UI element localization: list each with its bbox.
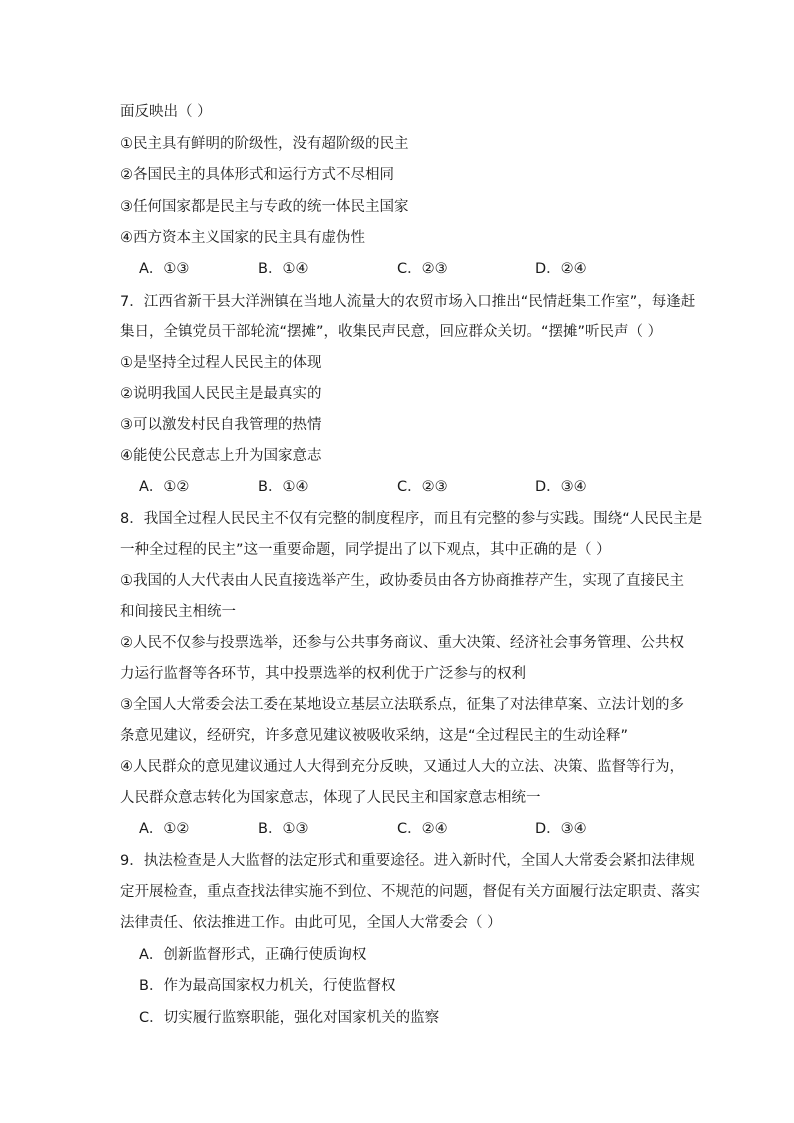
q8-statement-4-line-1: ④人民群众的意见建议通过人大得到充分反映，又通过人大的立法、决策、监督等行为， [120, 759, 684, 775]
q6-option-d: D．②④ [535, 261, 587, 277]
q9-option-c: C．切实履行监察职能，强化对国家机关的监察 [139, 1010, 440, 1026]
q6-stem-tail: 面反映出（ ） [120, 104, 212, 120]
q8-statement-4-line-2: 人民群众意志转化为国家意志，体现了人民民主和国家意志相统一 [120, 790, 541, 806]
q7-statement-4: ④能使公民意志上升为国家意志 [120, 448, 322, 464]
q9-stem-line-3: 法律责任、依法推进工作。由此可见，全国人大常委会（ ） [120, 915, 502, 931]
q8-option-a: A．①② [139, 821, 190, 837]
q6-statement-3: ③任何国家都是民主与专政的统一体民主国家 [120, 199, 409, 215]
q6-options [139, 259, 679, 279]
q7-statement-1: ①是坚持全过程人民民主的体现 [120, 355, 322, 371]
q8-statement-3-line-2: 条意见建议，经研究，许多意见建议被吸收采纳，这是“全过程民主的生动诠释” [120, 728, 629, 744]
q8-option-b: B．①③ [258, 821, 309, 837]
q7-options [139, 477, 679, 497]
q9-stem-line-1: 9．执法检查是人大监督的法定形式和重要途径。进入新时代，全国人大常委会紧扣法律规 [120, 853, 695, 869]
q7-option-b: B．①④ [258, 479, 309, 495]
q9-stem-line-2: 定开展检查，重点查找法律实施不到位、不规范的问题，督促有关方面履行法定职责、落实 [120, 884, 700, 900]
q6-statement-4: ④西方资本主义国家的民主具有虚伪性 [120, 230, 365, 246]
q7-option-a: A．①② [139, 479, 190, 495]
q8-statement-2-line-1: ②人民不仅参与投票选举，还参与公共事务商议、重大决策、经济社会事务管理、公共权 [120, 635, 684, 651]
q7-statement-2: ②说明我国人民民主是最真实的 [120, 386, 322, 402]
q8-option-c: C．②④ [397, 821, 448, 837]
q6-statement-1: ①民主具有鲜明的阶级性，没有超阶级的民主 [120, 136, 409, 152]
q6-option-b: B．①④ [258, 261, 309, 277]
q7-statement-3: ③可以激发村民自我管理的热情 [120, 417, 322, 433]
q7-stem-line-2: 集日，全镇党员干部轮流“摆摊”，收集民声民意，回应群众关切。“摆摊”听民声（ ） [120, 324, 663, 340]
q6-option-a: A．①③ [139, 261, 190, 277]
q9-option-a: A．创新监督形式，正确行使质询权 [139, 947, 367, 963]
q9-option-b: B．作为最高国家权力机关，行使监督权 [139, 978, 396, 994]
q8-option-d: D．③④ [535, 821, 587, 837]
q8-stem-line-2: 一种全过程的民主”这一重要命题，同学提出了以下观点，其中正确的是（ ） [120, 542, 611, 558]
q7-stem-line-1: 7．江西省新干县大洋洲镇在当地人流量大的农贸市场入口推出“民情赶集工作室”，每逢赶 [120, 294, 696, 310]
q7-option-c: C．②③ [397, 479, 448, 495]
q8-statement-3-line-1: ③全国人大常委会法工委在某地设立基层立法联系点，征集了对法律草案、立法计划的多 [120, 697, 684, 713]
q8-statement-2-line-2: 力运行监督等各环节，其中投票选举的权利优于广泛参与的权利 [120, 666, 526, 682]
q6-option-c: C．②③ [397, 261, 448, 277]
q8-statement-1-line-2: 和间接民主相统一 [120, 604, 236, 620]
q7-option-d: D．③④ [535, 479, 587, 495]
q8-statement-1-line-1: ①我国的人大代表由人民直接选举产生，政协委员由各方协商推荐产生，实现了直接民主 [120, 573, 684, 589]
q6-statement-2: ②各国民主的具体形式和运行方式不尽相同 [120, 167, 394, 183]
q8-stem-line-1: 8．我国全过程人民民主不仅有完整的制度程序，而且有完整的参与实践。围绕“人民民主是 [120, 511, 703, 527]
q8-options [139, 819, 679, 839]
